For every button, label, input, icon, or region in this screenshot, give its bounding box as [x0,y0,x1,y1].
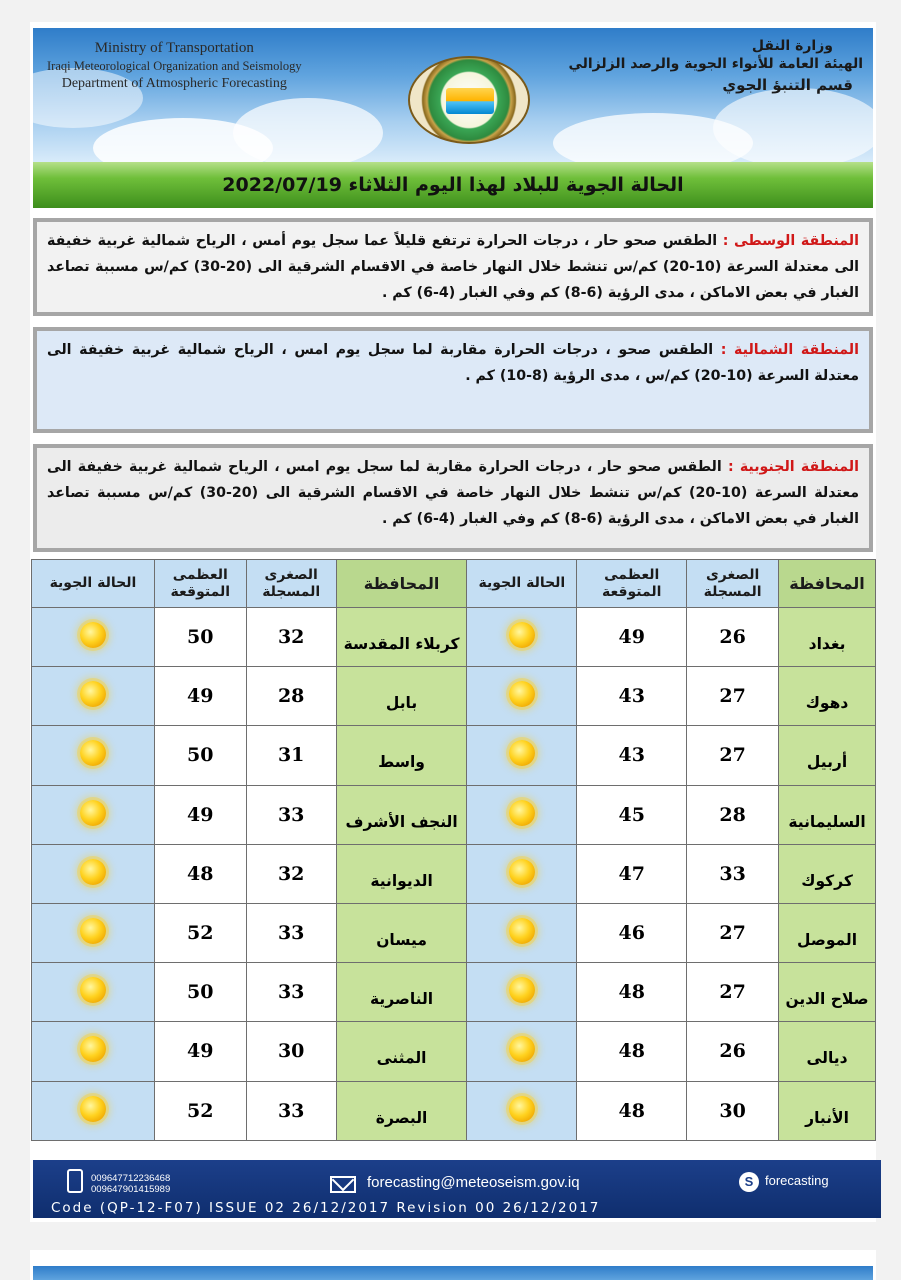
header-min: الصغرى المسجلة [246,560,336,608]
header-banner [33,28,873,162]
next-page-preview [30,1250,876,1280]
weather-cell [32,1022,155,1081]
sun-icon [509,622,535,648]
max-temp-cell: 43 [577,726,687,785]
table-row [32,903,876,962]
sun-icon [509,681,535,707]
province-cell: صلاح الدين [779,963,876,1022]
weather-cell [32,1081,155,1140]
header-weather: الحالة الجوية [467,560,577,608]
sun-icon [80,800,106,826]
min-temp-cell: 26 [687,1022,779,1081]
max-temp-cell: 46 [577,903,687,962]
min-temp-cell: 28 [246,667,336,726]
weather-cell [32,903,155,962]
table-row [32,608,876,667]
sun-icon [509,1096,535,1122]
province-cell: أربيل [779,726,876,785]
title-bar [33,162,873,208]
arabic-header [568,38,863,94]
table-row [32,667,876,726]
weather-cell [467,1022,577,1081]
phone-number: 009647712236468 [91,1173,171,1184]
region-name: المنطقة الجنوبية : [727,459,859,475]
region-text: الطقس صحو حار ، درجات الحرارة ترتفع قليلاً عما سجل يوم أمس ، الرياح شمالية غربية خفيفة الى معتدلة السرعة (10-20) كم/س تنشط خلال النهار خاصة في الاقسام الشرقية الى (20-30) كم/س مسببة تصاعد الغبار في بعض الاماكن ، مدى الرؤية (6-8) كم وفي الغبار (4-6) كم . [47,233,860,301]
phone-number: 009647901415989 [91,1184,171,1195]
max-temp-cell: 48 [154,844,246,903]
max-temp-cell: 45 [577,785,687,844]
province-cell: البصرة [336,1081,467,1140]
region-northern [33,327,873,433]
min-temp-cell: 33 [246,1081,336,1140]
department-name-ar: قسم التنبؤ الجوي [722,76,853,94]
table-row [32,726,876,785]
skype-icon: S [739,1172,759,1192]
sun-icon [509,800,535,826]
min-temp-cell: 32 [246,844,336,903]
header-province: المحافظة [779,560,876,608]
min-temp-cell: 27 [687,667,779,726]
table-row [32,844,876,903]
province-cell: دهوك [779,667,876,726]
province-cell: الموصل [779,903,876,962]
header-max: العظمى المتوقعة [154,560,246,608]
organization-name-en: Iraqi Meteorological Organization and Seismology [47,59,302,73]
province-cell: النجف الأشرف [336,785,467,844]
page-title: الحالة الجوية للبلاد لهذا اليوم الثلاثاء 2022/07/19 [222,174,684,196]
logo-emblem-icon [446,88,494,114]
sun-icon [509,977,535,1003]
province-cell: الأنبار [779,1081,876,1140]
max-temp-cell: 48 [577,963,687,1022]
region-name: المنطقة الشمالية : [720,342,859,358]
weather-cell [467,963,577,1022]
weather-cell [467,667,577,726]
max-temp-cell: 49 [154,667,246,726]
skype-handle[interactable]: forecasting [765,1173,829,1188]
phone-numbers [91,1173,170,1195]
province-cell: بغداد [779,608,876,667]
weather-cell [467,608,577,667]
max-temp-cell: 50 [154,726,246,785]
sun-icon [80,918,106,944]
table-header-row [32,560,876,608]
min-temp-cell: 30 [687,1081,779,1140]
document-code: Code (QP-12-F07) ISSUE 02 26/12/2017 Revision 00 26/12/2017 [51,1200,601,1216]
table-row [32,1022,876,1081]
table-row [32,963,876,1022]
max-temp-cell: 50 [154,608,246,667]
province-cell: كركوك [779,844,876,903]
next-page-banner [33,1266,873,1280]
ministry-name-en: Ministry of Transportation [94,40,254,56]
province-cell: واسط [336,726,467,785]
sun-icon [80,1036,106,1062]
min-temp-cell: 33 [246,785,336,844]
weather-cell [467,726,577,785]
header-province: المحافظة [336,560,467,608]
max-temp-cell: 48 [577,1081,687,1140]
min-temp-cell: 31 [246,726,336,785]
ministry-name-ar: وزارة النقل [751,38,833,54]
sun-icon [509,1036,535,1062]
region-central [33,218,873,316]
header-weather: الحالة الجوية [32,560,155,608]
table-row [32,785,876,844]
department-name-en: Department of Atmospheric Forecasting [61,76,287,91]
organization-logo [408,56,530,144]
email-link[interactable]: forecasting@meteoseism.gov.iq [367,1174,580,1191]
max-temp-cell: 52 [154,903,246,962]
max-temp-cell: 43 [577,667,687,726]
max-temp-cell: 49 [154,1022,246,1081]
province-cell: ميسان [336,903,467,962]
region-text: الطقس صحو حار ، درجات الحرارة مقاربة لما سجل يوم امس ، الرياح شمالية غربية خفيفة الى معتدلة السرعة (10-20) كم/س تنشط خلال النهار خاصة في الاقسام الشرقية الى (20-30) كم/س مسببة تصاعد الغبار في بعض الاماكن ، مدى الرؤية (6-8) كم وفي الغبار (4-6) كم . [47,459,860,527]
province-cell: المثنى [336,1022,467,1081]
sun-icon [509,859,535,885]
phone-icon [67,1169,83,1193]
sun-icon [80,977,106,1003]
max-temp-cell: 52 [154,1081,246,1140]
min-temp-cell: 28 [687,785,779,844]
min-temp-cell: 26 [687,608,779,667]
max-temp-cell: 49 [577,608,687,667]
weather-cell [32,667,155,726]
region-name: المنطقة الوسطى : [722,233,859,249]
weather-cell [32,785,155,844]
weather-cell [32,844,155,903]
province-cell: الناصرية [336,963,467,1022]
province-cell: ديالى [779,1022,876,1081]
min-temp-cell: 30 [246,1022,336,1081]
weather-cell [467,903,577,962]
weather-cell [467,785,577,844]
footer-bar [33,1160,881,1218]
sun-icon [80,622,106,648]
min-temp-cell: 27 [687,726,779,785]
sun-icon [509,740,535,766]
sun-icon [80,1096,106,1122]
table-row [32,1081,876,1140]
weather-cell [32,726,155,785]
region-text: الطقس صحو ، درجات الحرارة مقاربة لما سجل يوم امس ، الرياح شمالية غربية خفيفة الى معتدلة السرعة (10-20) كم/س ، مدى الرؤية (8-10) كم . [47,342,859,384]
province-cell: كربلاء المقدسة [336,608,467,667]
max-temp-cell: 47 [577,844,687,903]
min-temp-cell: 33 [246,903,336,962]
min-temp-cell: 27 [687,903,779,962]
min-temp-cell: 33 [246,963,336,1022]
header-min: الصغرى المسجلة [687,560,779,608]
weather-cell [32,963,155,1022]
region-southern [33,444,873,552]
sun-icon [80,681,106,707]
sun-icon [80,859,106,885]
forecast-page [30,22,876,1222]
max-temp-cell: 49 [154,785,246,844]
province-cell: بابل [336,667,467,726]
province-cell: السليمانية [779,785,876,844]
mail-icon [330,1176,356,1193]
sun-icon [509,918,535,944]
weather-cell [467,844,577,903]
min-temp-cell: 32 [246,608,336,667]
sun-icon [80,740,106,766]
header-max: العظمى المتوقعة [577,560,687,608]
weather-cell [32,608,155,667]
max-temp-cell: 50 [154,963,246,1022]
weather-cell [467,1081,577,1140]
min-temp-cell: 27 [687,963,779,1022]
province-cell: الديوانية [336,844,467,903]
organization-name-ar: الهيئة العامة للأنواء الجوية والرصد الزلزالي [568,56,863,72]
forecast-table [31,559,876,1141]
min-temp-cell: 33 [687,844,779,903]
max-temp-cell: 48 [577,1022,687,1081]
english-header [47,40,302,92]
